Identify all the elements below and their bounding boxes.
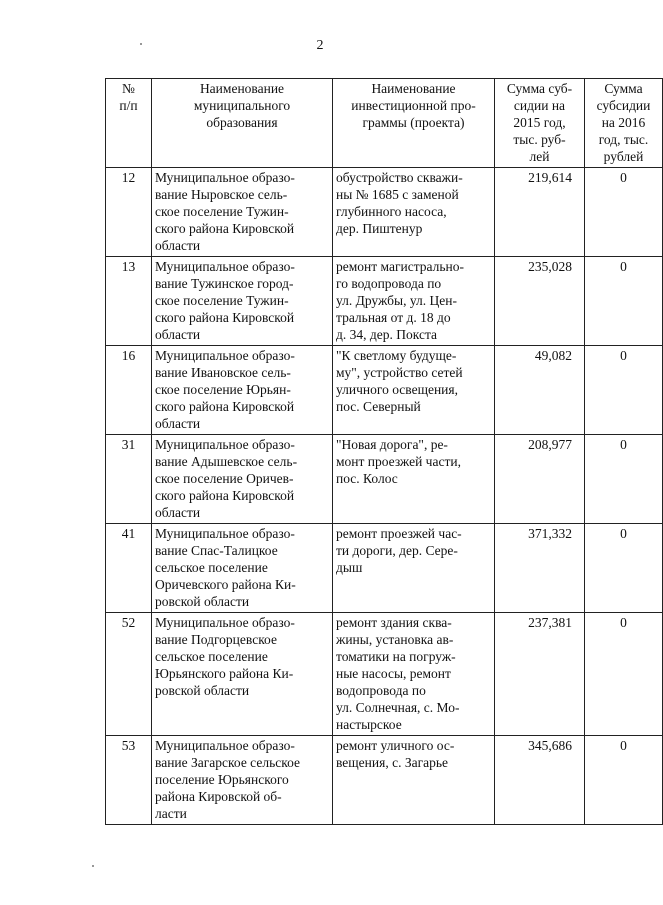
header-municipality: Наименование муниципального образования bbox=[152, 79, 333, 168]
header-sum-2015: Сумма суб- сидии на 2015 год, тыс. руб- лей bbox=[495, 79, 585, 168]
sum-2015-cell: 49,082 bbox=[495, 346, 585, 435]
sum-2016-cell: 0 bbox=[585, 346, 663, 435]
program-cell: ремонт здания сква- жины, установка ав- томатики на погруж- ные насосы, ремонт водопровода по ул. Солнечная, с. Мо- настырское bbox=[333, 613, 495, 736]
sum-2016-cell: 0 bbox=[585, 257, 663, 346]
table-header-row bbox=[106, 79, 663, 168]
table-row bbox=[106, 346, 663, 435]
scan-speck bbox=[92, 865, 94, 867]
sum-2015-cell: 219,614 bbox=[495, 168, 585, 257]
sum-2015-cell: 235,028 bbox=[495, 257, 585, 346]
table-row bbox=[106, 736, 663, 825]
program-cell: обустройство скважи- ны № 1685 с заменой глубинного насоса, дер. Пиштенур bbox=[333, 168, 495, 257]
sum-2016-cell: 0 bbox=[585, 435, 663, 524]
municipality-cell: Муниципальное образо- вание Адышевское сель- ское поселение Оричев- ского района Кировской области bbox=[152, 435, 333, 524]
program-cell: "Новая дорога", ре- монт проезжей части, пос. Колос bbox=[333, 435, 495, 524]
page-number: 2 bbox=[316, 38, 324, 53]
sum-2016-cell: 0 bbox=[585, 736, 663, 825]
municipality-cell: Муниципальное образо- вание Подгорцевское сельское поселение Юрьянского района Ки- ровской области bbox=[152, 613, 333, 736]
municipality-cell: Муниципальное образо- вание Загарское сельское поселение Юрьянского района Кировской об- ласти bbox=[152, 736, 333, 825]
row-number: 16 bbox=[106, 346, 152, 435]
subsidies-table bbox=[105, 78, 663, 825]
program-cell: ремонт проезжей час- ти дороги, дер. Сере- дыш bbox=[333, 524, 495, 613]
sum-2015-cell: 208,977 bbox=[495, 435, 585, 524]
sum-2016-cell: 0 bbox=[585, 613, 663, 736]
sum-2015-cell: 371,332 bbox=[495, 524, 585, 613]
sum-2015-cell: 345,686 bbox=[495, 736, 585, 825]
row-number: 53 bbox=[106, 736, 152, 825]
sum-2016-cell: 0 bbox=[585, 524, 663, 613]
sum-2016-cell: 0 bbox=[585, 168, 663, 257]
row-number: 13 bbox=[106, 257, 152, 346]
header-program: Наименование инвестиционной про- граммы (проекта) bbox=[333, 79, 495, 168]
scan-speck bbox=[140, 43, 142, 45]
table-row bbox=[106, 435, 663, 524]
municipality-cell: Муниципальное образо- вание Спас-Талицкое сельское поселение Оричевского района Ки- ровской области bbox=[152, 524, 333, 613]
program-cell: "К светлому будуще- му", устройство сетей уличного освещения, пос. Северный bbox=[333, 346, 495, 435]
sum-2015-cell: 237,381 bbox=[495, 613, 585, 736]
row-number: 41 bbox=[106, 524, 152, 613]
program-cell: ремонт магистрально- го водопровода по ул. Дружбы, ул. Цен- тральная от д. 18 до д. 34, дер. Покста bbox=[333, 257, 495, 346]
row-number: 12 bbox=[106, 168, 152, 257]
municipality-cell: Муниципальное образо- вание Ивановское сель- ское поселение Юрьян- ского района Кировской области bbox=[152, 346, 333, 435]
table-row bbox=[106, 524, 663, 613]
row-number: 31 bbox=[106, 435, 152, 524]
row-number: 52 bbox=[106, 613, 152, 736]
table-row bbox=[106, 257, 663, 346]
municipality-cell: Муниципальное образо- вание Тужинское город- ское поселение Тужин- ского района Кировской области bbox=[152, 257, 333, 346]
table-row bbox=[106, 613, 663, 736]
municipality-cell: Муниципальное образо- вание Ныровское сель- ское поселение Тужин- ского района Кировской области bbox=[152, 168, 333, 257]
program-cell: ремонт уличного ос- вещения, с. Загарье bbox=[333, 736, 495, 825]
table-row bbox=[106, 168, 663, 257]
header-number: № п/п bbox=[106, 79, 152, 168]
header-sum-2016: Сумма субсидии на 2016 год, тыс. рублей bbox=[585, 79, 663, 168]
